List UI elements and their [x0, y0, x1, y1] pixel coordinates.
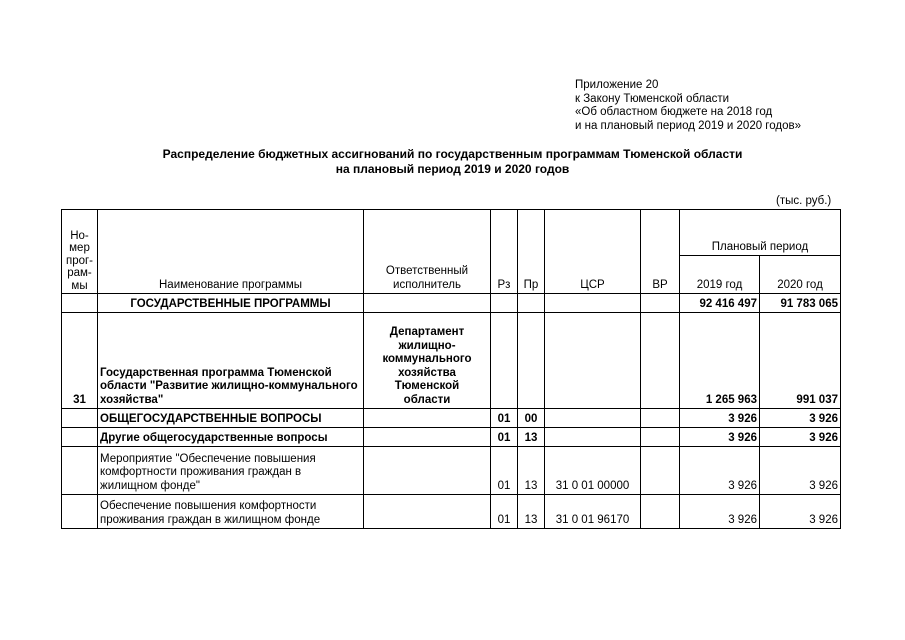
cell-executor	[364, 409, 491, 428]
cell-num	[62, 447, 98, 495]
cell-executor: Департамент жилищно-коммунального хозяйства Тюменской области	[364, 313, 491, 409]
budget-table	[61, 209, 841, 529]
title-line: на плановый период 2019 и 2020 годов	[335, 162, 570, 176]
cell-executor	[364, 447, 491, 495]
cell-2020: 3 926	[760, 409, 841, 428]
header-rz: Рз	[491, 210, 518, 294]
header-csr: ЦСР	[545, 210, 641, 294]
appendix-header	[575, 79, 801, 133]
cell-csr	[545, 313, 641, 409]
header-program-number: Но- мер прог- рам- мы	[62, 210, 98, 294]
cell-name: Государственная программа Тюменской области "Развитие жилищно-коммунального хозяйства"	[98, 313, 364, 409]
title-line: Распределение бюджетных ассигнований по государственным программам Тюменской области	[162, 147, 743, 161]
cell-2020: 991 037	[760, 313, 841, 409]
cell-executor	[364, 428, 491, 447]
cell-2020: 91 783 065	[760, 294, 841, 313]
table-row	[62, 294, 841, 313]
header-year-2020: 2020 год	[760, 256, 841, 294]
cell-vr	[641, 428, 680, 447]
cell-pr: 13	[518, 447, 545, 495]
cell-num	[62, 495, 98, 529]
table-row	[62, 428, 841, 447]
header-pr: Пр	[518, 210, 545, 294]
cell-2019: 3 926	[680, 447, 760, 495]
cell-rz	[491, 313, 518, 409]
cell-name: Обеспечение повышения комфортности проживания граждан в жилищном фонде	[98, 495, 364, 529]
cell-name: ГОСУДАРСТВЕННЫЕ ПРОГРАММЫ	[98, 294, 364, 313]
table-row	[62, 313, 841, 409]
cell-num: 31	[62, 313, 98, 409]
cell-name: ОБЩЕГОСУДАРСТВЕННЫЕ ВОПРОСЫ	[98, 409, 364, 428]
header-program-name: Наименование программы	[98, 210, 364, 294]
cell-executor	[364, 294, 491, 313]
cell-num	[62, 428, 98, 447]
table-row	[62, 495, 841, 529]
cell-pr: 00	[518, 409, 545, 428]
cell-name: Другие общегосударственные вопросы	[98, 428, 364, 447]
cell-2019: 92 416 497	[680, 294, 760, 313]
cell-2020: 3 926	[760, 447, 841, 495]
appendix-line: и на плановый период 2019 и 2020 годов»	[575, 119, 801, 132]
cell-csr	[545, 294, 641, 313]
cell-csr: 31 0 01 00000	[545, 447, 641, 495]
cell-rz: 01	[491, 447, 518, 495]
header-planned-period: Плановый период	[680, 210, 841, 256]
cell-rz: 01	[491, 495, 518, 529]
cell-rz: 01	[491, 409, 518, 428]
cell-vr	[641, 294, 680, 313]
units-label: (тыс. руб.)	[776, 195, 832, 207]
cell-vr	[641, 409, 680, 428]
cell-csr	[545, 409, 641, 428]
header-executor: Ответственный исполнитель	[364, 210, 491, 294]
appendix-line: Приложение 20	[575, 79, 659, 91]
document-title	[0, 147, 905, 177]
cell-2020: 3 926	[760, 495, 841, 529]
table-row	[62, 447, 841, 495]
cell-executor	[364, 495, 491, 529]
cell-2019: 3 926	[680, 495, 760, 529]
cell-pr	[518, 294, 545, 313]
cell-pr	[518, 313, 545, 409]
cell-vr	[641, 313, 680, 409]
cell-num	[62, 409, 98, 428]
cell-num	[62, 294, 98, 313]
table-row	[62, 409, 841, 428]
cell-name: Мероприятие "Обеспечение повышения комфортности проживания граждан в жилищном фонде"	[98, 447, 364, 495]
cell-vr	[641, 495, 680, 529]
cell-2019: 3 926	[680, 428, 760, 447]
cell-csr	[545, 428, 641, 447]
cell-rz: 01	[491, 428, 518, 447]
header-vr: ВР	[641, 210, 680, 294]
cell-pr: 13	[518, 428, 545, 447]
appendix-line: к Закону Тюменской области	[575, 92, 730, 105]
cell-pr: 13	[518, 495, 545, 529]
cell-2020: 3 926	[760, 428, 841, 447]
header-year-2019: 2019 год	[680, 256, 760, 294]
cell-2019: 3 926	[680, 409, 760, 428]
cell-csr: 31 0 01 96170	[545, 495, 641, 529]
cell-rz	[491, 294, 518, 313]
cell-2019: 1 265 963	[680, 313, 760, 409]
cell-vr	[641, 447, 680, 495]
appendix-line: «Об областном бюджете на 2018 год	[575, 106, 773, 118]
